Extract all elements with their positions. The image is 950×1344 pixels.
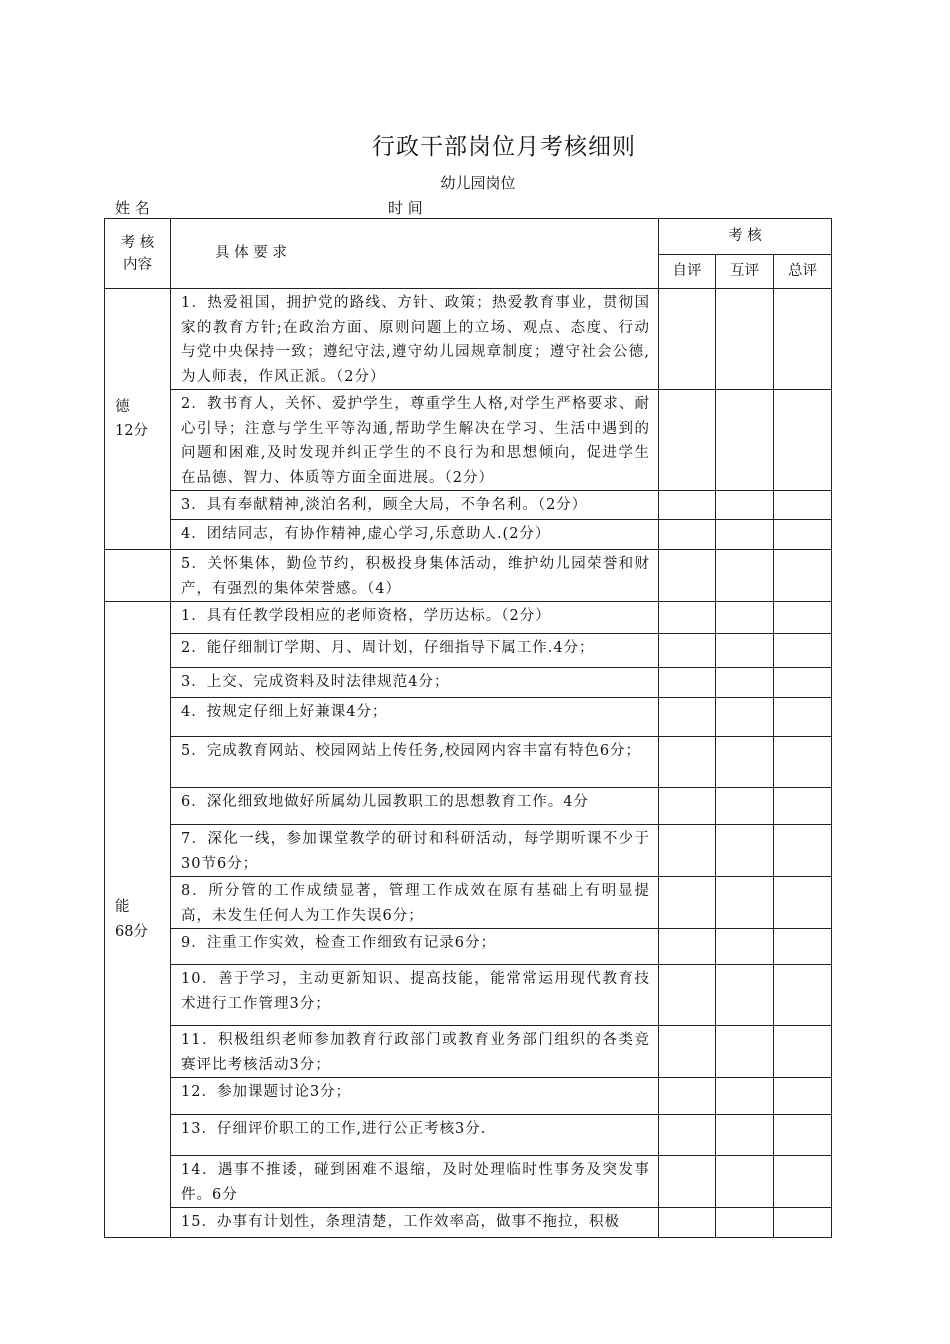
category-cell bbox=[105, 602, 171, 1238]
requirement-cell: 6．深化细致地做好所属幼儿园教职工的思想教育工作。4分 bbox=[171, 788, 659, 825]
self-eval-cell[interactable] bbox=[659, 929, 716, 965]
requirement-cell: 9．注重工作实效，检查工作细致有记录6分； bbox=[171, 929, 659, 965]
table-row bbox=[105, 1156, 832, 1208]
mutual-eval-cell[interactable] bbox=[716, 1026, 774, 1078]
mutual-eval-cell[interactable] bbox=[716, 698, 774, 737]
self-eval-cell[interactable] bbox=[659, 602, 716, 634]
table-row bbox=[105, 550, 832, 602]
requirement-cell: 15．办事有计划性，条理清楚，工作效率高，做事不拖拉，积极 bbox=[171, 1208, 659, 1238]
category-score: 68分 bbox=[115, 923, 148, 940]
table-row bbox=[105, 520, 832, 550]
requirement-cell: 12．参加课题讨论3分； bbox=[171, 1078, 659, 1115]
mutual-eval-cell[interactable] bbox=[716, 1208, 774, 1238]
header-category-line1: 考 核 bbox=[120, 234, 155, 251]
self-eval-cell[interactable] bbox=[659, 1078, 716, 1115]
mutual-eval-cell[interactable] bbox=[716, 668, 774, 698]
total-eval-cell[interactable] bbox=[774, 520, 832, 550]
category-name: 德 bbox=[115, 398, 130, 415]
mutual-eval-cell[interactable] bbox=[716, 929, 774, 965]
mutual-eval-cell[interactable] bbox=[716, 634, 774, 668]
self-eval-cell[interactable] bbox=[659, 1208, 716, 1238]
category-score: 12分 bbox=[115, 423, 148, 439]
requirement-cell: 4．按规定仔细上好兼课4分； bbox=[171, 698, 659, 737]
header-category bbox=[105, 219, 171, 289]
header-self-eval: 自评 bbox=[659, 255, 716, 289]
mutual-eval-cell[interactable] bbox=[716, 602, 774, 634]
total-eval-cell[interactable] bbox=[774, 1026, 832, 1078]
requirement-cell: 11．积极组织老师参加教育行政部门或教育业务部门组织的各类竞赛评比考核活动3分； bbox=[171, 1026, 659, 1078]
self-eval-cell[interactable] bbox=[659, 877, 716, 929]
total-eval-cell[interactable] bbox=[774, 550, 832, 602]
self-eval-cell[interactable] bbox=[659, 698, 716, 737]
category-cell bbox=[105, 550, 171, 602]
page-title: 行政干部岗位月考核细则 bbox=[372, 134, 636, 160]
requirement-cell: 2．能仔细制订学期、月、周计划，仔细指导下属工作.4分； bbox=[171, 634, 659, 668]
self-eval-cell[interactable] bbox=[659, 825, 716, 877]
mutual-eval-cell[interactable] bbox=[716, 788, 774, 825]
self-eval-cell[interactable] bbox=[659, 668, 716, 698]
table-row bbox=[105, 602, 832, 634]
table-row bbox=[105, 1078, 832, 1115]
mutual-eval-cell[interactable] bbox=[716, 1156, 774, 1208]
header-category-line2: 内容 bbox=[123, 256, 152, 273]
mutual-eval-cell[interactable] bbox=[716, 289, 774, 390]
total-eval-cell[interactable] bbox=[774, 737, 832, 788]
category-name: 能 bbox=[115, 899, 130, 915]
self-eval-cell[interactable] bbox=[659, 634, 716, 668]
self-eval-cell[interactable] bbox=[659, 491, 716, 520]
total-eval-cell[interactable] bbox=[774, 390, 832, 491]
self-eval-cell[interactable] bbox=[659, 965, 716, 1026]
requirement-cell: 13．仔细评价职工的工作,进行公正考核3分. bbox=[171, 1115, 659, 1156]
mutual-eval-cell[interactable] bbox=[716, 1078, 774, 1115]
requirement-cell: 8．所分管的工作成绩显著，管理工作成效在原有基础上有明显提高，未发生任何人为工作失误6分； bbox=[171, 877, 659, 929]
assessment-table bbox=[104, 218, 832, 1238]
requirement-cell: 3．具有奉献精神,淡泊名利，顾全大局，不争名利。（2分） bbox=[171, 491, 659, 520]
mutual-eval-cell[interactable] bbox=[716, 550, 774, 602]
total-eval-cell[interactable] bbox=[774, 289, 832, 390]
page-subtitle: 幼儿园岗位 bbox=[440, 174, 516, 192]
mutual-eval-cell[interactable] bbox=[716, 1115, 774, 1156]
self-eval-cell[interactable] bbox=[659, 1115, 716, 1156]
requirement-cell: 5．关怀集体，勤俭节约，积极投身集体活动，维护幼儿园荣誉和财产，有强烈的集体荣誉感。（4） bbox=[171, 550, 659, 602]
header-total-eval: 总评 bbox=[774, 255, 832, 289]
total-eval-cell[interactable] bbox=[774, 1078, 832, 1115]
total-eval-cell[interactable] bbox=[774, 965, 832, 1026]
total-eval-cell[interactable] bbox=[774, 788, 832, 825]
requirement-cell: 4．团结同志，有协作精神,虚心学习,乐意助人.(2分） bbox=[171, 520, 659, 550]
mutual-eval-cell[interactable] bbox=[716, 520, 774, 550]
mutual-eval-cell[interactable] bbox=[716, 491, 774, 520]
requirement-cell: 3．上交、完成资料及时法律规范4分； bbox=[171, 668, 659, 698]
table-row bbox=[105, 737, 832, 788]
requirement-cell: 1．具有任教学段相应的老师资格，学历达标。（2分） bbox=[171, 602, 659, 634]
category-cell bbox=[105, 289, 171, 550]
table-row bbox=[105, 877, 832, 929]
table-row bbox=[105, 825, 832, 877]
requirement-cell: 7．深化一线，参加课堂教学的研讨和科研活动，每学期听课不少于30节6分； bbox=[171, 825, 659, 877]
self-eval-cell[interactable] bbox=[659, 520, 716, 550]
self-eval-cell[interactable] bbox=[659, 289, 716, 390]
header-mutual-eval: 互评 bbox=[716, 255, 774, 289]
self-eval-cell[interactable] bbox=[659, 550, 716, 602]
requirement-cell: 2．教书育人，关怀、爱护学生，尊重学生人格,对学生严格要求、耐心引导；注意与学生平等沟通,帮助学生解决在学习、生活中遇到的问题和困难,及时发现并纠正学生的不良行为和思想倾向，促进学生在品德、智力、体质等方面全面进展。（2分） bbox=[171, 390, 659, 491]
total-eval-cell[interactable] bbox=[774, 602, 832, 634]
header-requirement: 具 体 要 求 bbox=[171, 219, 659, 289]
self-eval-cell[interactable] bbox=[659, 390, 716, 491]
table-row bbox=[105, 1026, 832, 1078]
table-row bbox=[105, 1115, 832, 1156]
mutual-eval-cell[interactable] bbox=[716, 390, 774, 491]
self-eval-cell[interactable] bbox=[659, 1026, 716, 1078]
requirement-cell: 1．热爱祖国，拥护党的路线、方针、政策；热爱教育事业，贯彻国家的教育方针;在政治方面、原则问题上的立场、观点、态度、行动与党中央保持一致；遵纪守法,遵守幼儿园规章制度；遵守社会公德,为人师表，作风正派。（2分） bbox=[171, 289, 659, 390]
table-row bbox=[105, 668, 832, 698]
mutual-eval-cell[interactable] bbox=[716, 877, 774, 929]
requirement-cell: 5．完成教育网站、校园网站上传任务,校园网内容丰富有特色6分； bbox=[171, 737, 659, 788]
total-eval-cell[interactable] bbox=[774, 698, 832, 737]
self-eval-cell[interactable] bbox=[659, 1156, 716, 1208]
total-eval-cell[interactable] bbox=[774, 1156, 832, 1208]
total-eval-cell[interactable] bbox=[774, 491, 832, 520]
time-label: 时 间 bbox=[388, 199, 423, 217]
total-eval-cell[interactable] bbox=[774, 668, 832, 698]
total-eval-cell[interactable] bbox=[774, 929, 832, 965]
total-eval-cell[interactable] bbox=[774, 1115, 832, 1156]
requirement-cell: 14．遇事不推诿，碰到困难不退缩，及时处理临时性事务及突发事件。6分 bbox=[171, 1156, 659, 1208]
mutual-eval-cell[interactable] bbox=[716, 965, 774, 1026]
self-eval-cell[interactable] bbox=[659, 788, 716, 825]
name-label: 姓 名 bbox=[115, 199, 150, 217]
mutual-eval-cell[interactable] bbox=[716, 825, 774, 877]
table-row bbox=[105, 289, 832, 390]
table-row bbox=[105, 929, 832, 965]
table-row bbox=[105, 491, 832, 520]
table-row bbox=[105, 390, 832, 491]
total-eval-cell[interactable] bbox=[774, 634, 832, 668]
total-eval-cell[interactable] bbox=[774, 1208, 832, 1238]
table-row bbox=[105, 965, 832, 1026]
total-eval-cell[interactable] bbox=[774, 877, 832, 929]
table-row bbox=[105, 698, 832, 737]
self-eval-cell[interactable] bbox=[659, 737, 716, 788]
table-row bbox=[105, 788, 832, 825]
table-row bbox=[105, 1208, 832, 1238]
total-eval-cell[interactable] bbox=[774, 825, 832, 877]
mutual-eval-cell[interactable] bbox=[716, 737, 774, 788]
table-row bbox=[105, 634, 832, 668]
header-evaluation: 考 核 bbox=[659, 219, 832, 255]
requirement-cell: 10．善于学习，主动更新知识、提高技能，能常常运用现代教育技术进行工作管理3分； bbox=[171, 965, 659, 1026]
